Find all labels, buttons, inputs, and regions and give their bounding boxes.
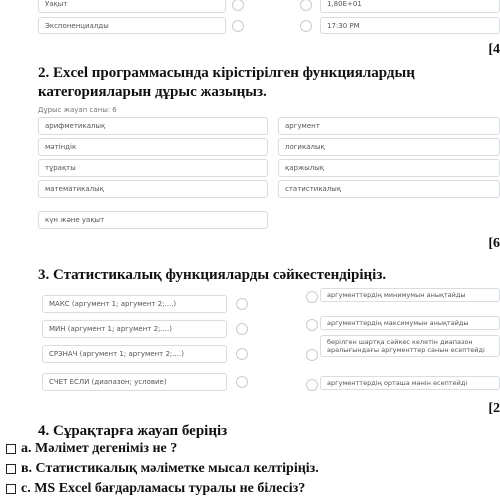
q3-left-radio-2[interactable] bbox=[236, 323, 248, 335]
checkbox-icon bbox=[6, 464, 16, 474]
q2-chip-logical[interactable]: логикалық bbox=[278, 138, 500, 156]
q3-right-radio-1[interactable] bbox=[306, 291, 318, 303]
q1-option-exponential[interactable]: Экспоненциалды bbox=[38, 17, 226, 34]
q1-value-2[interactable]: 17:30 PM bbox=[320, 17, 500, 34]
q2-score-mark: [6 bbox=[488, 236, 500, 251]
q4-title: 4. Сұрақтарға жауап беріңіз bbox=[38, 423, 228, 439]
q1-value-1[interactable]: 1,80E+01 bbox=[320, 0, 500, 13]
q3-right-average-desc[interactable]: аргументтердің орташа мәнін есептейді bbox=[320, 376, 500, 390]
checkbox-icon bbox=[6, 444, 16, 454]
q3-title: 3. Статистикалық функцияларды сәйкестендіріңіз. bbox=[38, 267, 387, 283]
q2-chip-mathematical[interactable]: математикалық bbox=[38, 180, 268, 198]
q3-left-radio-4[interactable] bbox=[236, 376, 248, 388]
q3-left-radio-1[interactable] bbox=[236, 298, 248, 310]
q3-right-radio-4[interactable] bbox=[306, 379, 318, 391]
q3-left-average[interactable]: СРЗНАЧ (аргумент 1; аргумент 2;....) bbox=[42, 345, 227, 363]
q4-item-c[interactable]: c. MS Excel бағдарламасы туралы не білесіз? bbox=[6, 481, 305, 497]
q3-right-radio-3[interactable] bbox=[306, 349, 318, 361]
q1-radio-1[interactable] bbox=[232, 0, 244, 11]
q3-right-radio-2[interactable] bbox=[306, 319, 318, 331]
q2-title: 2. Excel программасында кірістірілген функциялардың категорияларын дұрыс жазыңыз. bbox=[38, 65, 415, 100]
q4-item-a[interactable]: a. Мәлімет дегеніміз не ? bbox=[6, 441, 177, 457]
q3-left-max[interactable]: МАКС (аргумент 1; аргумент 2;....) bbox=[42, 295, 227, 313]
q3-left-min[interactable]: МИН (аргумент 1; аргумент 2;....) bbox=[42, 320, 227, 338]
q1-score-mark: [4 bbox=[488, 42, 500, 57]
q2-chip-argument[interactable]: аргумент bbox=[278, 117, 500, 135]
q1-radio-3[interactable] bbox=[232, 20, 244, 32]
q3-left-radio-3[interactable] bbox=[236, 348, 248, 360]
q3-score-mark: [2 bbox=[488, 401, 500, 416]
q2-chip-arithmetic[interactable]: арифметикалық bbox=[38, 117, 268, 135]
q2-chip-constant[interactable]: тұрақты bbox=[38, 159, 268, 177]
q2-correct-count: Дұрыс жауап саны: 6 bbox=[38, 106, 117, 114]
q4-item-b[interactable]: в. Статистикалық мәліметке мысал келтіріңіз. bbox=[6, 461, 319, 477]
q1-radio-4[interactable] bbox=[300, 20, 312, 32]
q3-left-countif[interactable]: СЧЕТ ЕСЛИ (диапазон; условие) bbox=[42, 373, 227, 391]
q3-right-countif-desc[interactable]: берілген шартқа сәйкес келетін диапазон аралығындағы аргументтер санын есептейді bbox=[320, 335, 500, 357]
q3-right-max-desc[interactable]: аргументтердің максимумын анықтайды bbox=[320, 316, 500, 330]
q2-chip-text[interactable]: мәтіндік bbox=[38, 138, 268, 156]
q2-chip-financial[interactable]: қаржылық bbox=[278, 159, 500, 177]
q3-right-min-desc[interactable]: аргументтердің минимумын анықтайды bbox=[320, 288, 500, 302]
q2-chip-statistical[interactable]: статистикалық bbox=[278, 180, 500, 198]
checkbox-icon bbox=[6, 484, 16, 494]
q1-option-time[interactable]: Уақыт bbox=[38, 0, 226, 13]
q2-chip-date-time[interactable]: күн және уақыт bbox=[38, 211, 268, 229]
q1-radio-2[interactable] bbox=[300, 0, 312, 11]
